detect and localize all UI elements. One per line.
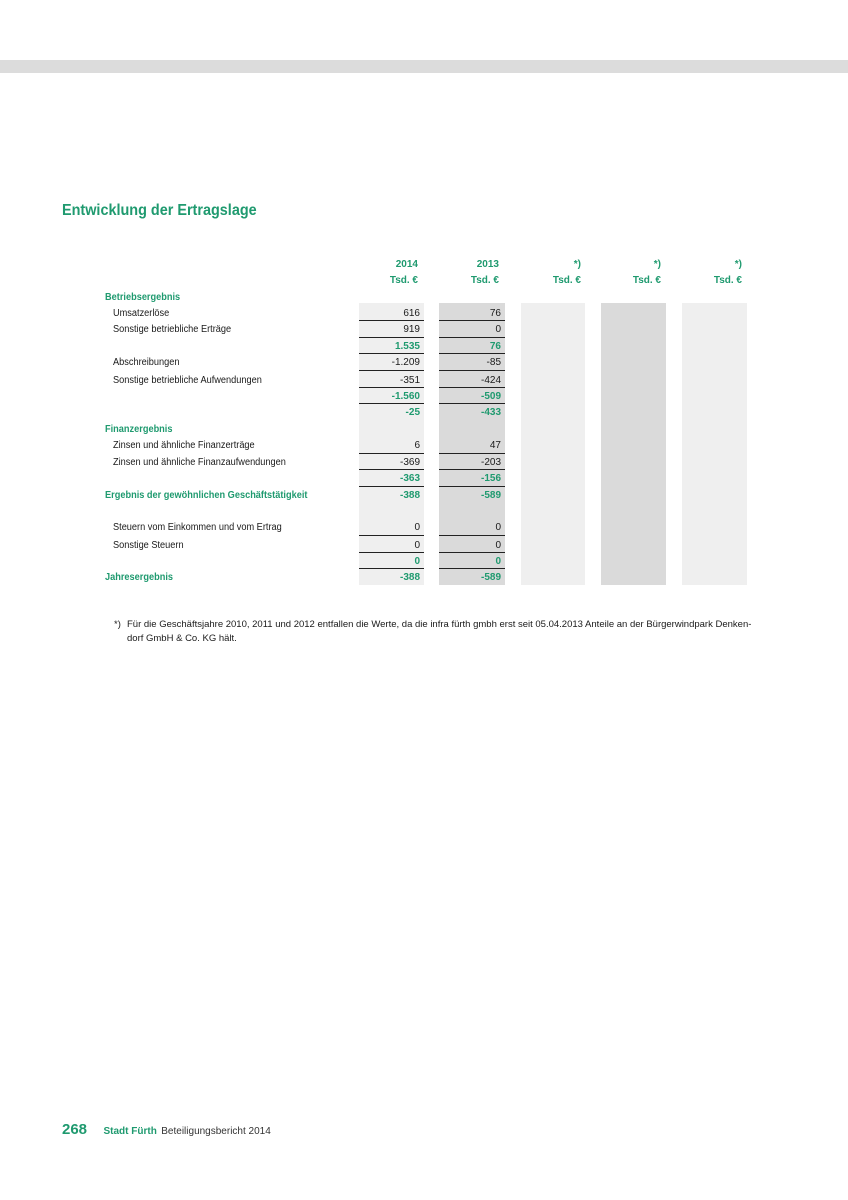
value-2014: 919: [403, 324, 420, 335]
col-header-year: *): [653, 259, 661, 270]
table-row-subtotal: [0, 471, 848, 487]
value-2014: -1.560: [391, 391, 420, 402]
table-row-subtotal: [0, 405, 848, 421]
value-2014: -369: [399, 457, 420, 468]
value-2013: 47: [489, 440, 501, 451]
value-2013: 0: [495, 324, 501, 335]
row-label: Zinsen und ähnliche Finanzerträge: [113, 440, 255, 451]
value-2014: -25: [405, 407, 420, 418]
row-label: Ergebnis der gewöhnlichen Geschäftstätigkeit: [105, 490, 308, 501]
row-label: Jahresergebnis: [105, 572, 174, 583]
row-label: Abschreibungen: [113, 357, 180, 368]
row-separator: [439, 370, 505, 371]
value-2014: -1.209: [391, 357, 420, 368]
value-2013: -509: [480, 391, 501, 402]
value-2014: -351: [399, 375, 420, 386]
footer-organization: Stadt Fürth: [103, 1126, 157, 1137]
footer-document-title: Beteiligungsbericht 2014: [161, 1126, 271, 1137]
page-number: 268: [62, 1121, 88, 1138]
table-row-total: [0, 488, 848, 504]
table-row: [0, 355, 848, 371]
row-separator: [359, 535, 424, 536]
col-header-unit: Tsd. €: [470, 275, 499, 286]
row-label: Zinsen und ähnliche Finanzaufwendungen: [113, 457, 286, 468]
value-2013: -589: [480, 572, 501, 583]
table-row: [0, 322, 848, 338]
value-2013: -156: [480, 473, 501, 484]
col-header-unit: Tsd. €: [713, 275, 742, 286]
row-separator: [359, 469, 424, 470]
value-2013: -85: [486, 357, 501, 368]
row-label: Sonstige betriebliche Aufwendungen: [113, 375, 262, 386]
row-separator: [439, 552, 505, 553]
row-separator: [359, 453, 424, 454]
value-2014: 1.535: [394, 341, 420, 352]
row-separator: [359, 568, 424, 569]
value-2014: 0: [414, 522, 420, 533]
value-2013: 76: [489, 308, 501, 319]
value-2014: 0: [414, 540, 420, 551]
table-row-subtotal: [0, 389, 848, 405]
table-row-section: [0, 422, 848, 438]
top-bar: [0, 60, 848, 73]
row-separator: [359, 320, 424, 321]
row-separator: [359, 486, 424, 487]
row-label: Umsatzerlöse: [113, 308, 170, 319]
value-2013: -424: [480, 375, 501, 386]
value-2013: 0: [495, 522, 501, 533]
col-header-year: 2014: [395, 259, 418, 270]
table-row: [0, 520, 848, 536]
row-label: Sonstige Steuern: [113, 540, 184, 551]
row-separator: [359, 353, 424, 354]
col-header-year: *): [573, 259, 581, 270]
value-2014: -388: [399, 490, 420, 501]
value-2013: -589: [480, 490, 501, 501]
table-row: [0, 306, 848, 322]
table-row: [0, 438, 848, 454]
page-footer: [62, 1121, 271, 1139]
col-header-unit: Tsd. €: [632, 275, 661, 286]
row-separator: [439, 387, 505, 388]
value-2014: 616: [403, 308, 420, 319]
table-row-subtotal: [0, 339, 848, 355]
page-title: Entwicklung der Ertragslage: [62, 202, 257, 219]
footnote: [114, 618, 754, 646]
col-header-year: 2013: [476, 259, 499, 270]
section-label: Finanzergebnis: [105, 424, 173, 435]
table-row: [0, 455, 848, 471]
value-2013: 0: [495, 556, 501, 567]
table-row-section: [0, 290, 848, 306]
row-separator: [439, 320, 505, 321]
col-header-unit: Tsd. €: [552, 275, 581, 286]
value-2014: 0: [414, 556, 420, 567]
row-label: Sonstige betriebliche Erträge: [113, 324, 232, 335]
value-2014: -363: [399, 473, 420, 484]
footnote-text: Für die Geschäftsjahre 2010, 2011 und 2012 entfallen die Werte, da die infra fürth gmbh erst seit 05.04.2013 Anteile an der Bürgerwindpark Denken-dorf GmbH & Co. KG hält.: [127, 619, 752, 644]
value-2014: -388: [399, 572, 420, 583]
col-header-year: *): [734, 259, 742, 270]
row-separator: [359, 337, 424, 338]
row-separator: [359, 403, 424, 404]
footnote-mark: *): [114, 619, 121, 630]
row-separator: [439, 486, 505, 487]
row-separator: [359, 370, 424, 371]
value-2013: -203: [480, 457, 501, 468]
table-row: [0, 538, 848, 554]
row-separator: [439, 568, 505, 569]
value-2013: -433: [480, 407, 501, 418]
row-separator: [439, 337, 505, 338]
value-2014: 6: [414, 440, 420, 451]
section-label: Betriebsergebnis: [105, 292, 181, 303]
value-2013: 76: [489, 341, 501, 352]
row-label: Steuern vom Einkommen und vom Ertrag: [113, 522, 282, 533]
row-separator: [359, 387, 424, 388]
row-separator: [439, 353, 505, 354]
row-separator: [359, 552, 424, 553]
table-row: [0, 373, 848, 389]
row-separator: [439, 453, 505, 454]
table-row-total: [0, 570, 848, 586]
row-separator: [439, 535, 505, 536]
row-separator: [439, 469, 505, 470]
value-2013: 0: [495, 540, 501, 551]
table-row-subtotal: [0, 554, 848, 570]
col-header-unit: Tsd. €: [389, 275, 418, 286]
row-separator: [439, 403, 505, 404]
